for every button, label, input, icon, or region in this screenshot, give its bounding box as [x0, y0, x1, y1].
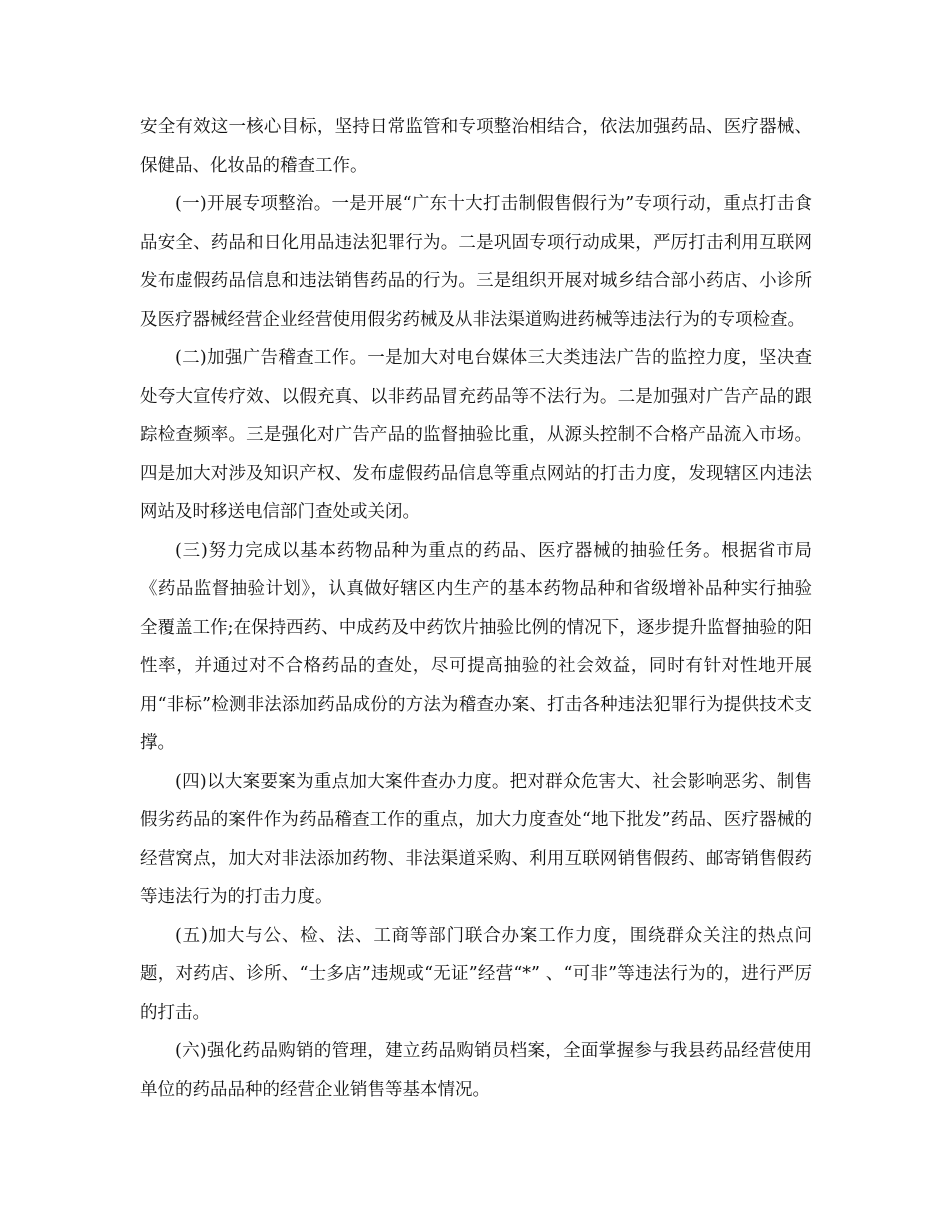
- document-body: [140, 108, 812, 1109]
- paragraph-advertising-inspection: (二)加强广告稽查工作。一是加大对电台媒体三大类违法广告的监控力度，坚决查处夸大宣传疗效、以假充真、以非药品冒充药品等不法行为。二是加强对广告产品的跟踪检查频率。三是强化对广告产品的监督抽验比重，从源头控制不合格产品流入市场。四是加大对涉及知识产权、发布虚假药品信息等重点网站的打击力度，发现辖区内违法网站及时移送电信部门查处或关闭。: [140, 348, 812, 522]
- paragraph-special-rectification: (一)开展专项整治。一是开展“广东十大打击制假售假行为”专项行动，重点打击食品安全、药品和日化用品违法犯罪行为。二是巩固专项行动成果，严厉打击利用互联网发布虚假药品信息和违法销售药品的行为。三是组织开展对城乡结合部小药店、小诊所及医疗器械经营企业经营使用假劣药械及从非法渠道购进药械等违法行为的专项检查。: [140, 194, 812, 330]
- paragraph-sales-management: (六)强化药品购销的管理，建立药品购销员档案，全面掌握参与我县药品经营使用单位的药品品种的经营企业销售等基本情况。: [140, 1041, 812, 1100]
- paragraph-major-cases: (四)以大案要案为重点加大案件查办力度。把对群众危害大、社会影响恶劣、制售假劣药品的案件作为药品稽查工作的重点，加大力度查处“地下批发”药品、医疗器械的经营窝点，加大对非法添加药物、非法渠道采购、利用互联网销售假药、邮寄销售假药等违法行为的打击力度。: [140, 771, 812, 907]
- paragraph-continuation: 安全有效这一核心目标，坚持日常监管和专项整治相结合，依法加强药品、医疗器械、保健品、化妆品的稽查工作。: [140, 117, 812, 176]
- paragraph-joint-enforcement: (五)加大与公、检、法、工商等部门联合办案工作力度，围绕群众关注的热点问题，对药店、诊所、“士多店”违规或“无证”经营“*” 、“可非”等违法行为的，进行严厉的打击。: [140, 925, 812, 1023]
- paragraph-sampling-tasks: (三)努力完成以基本药物品种为重点的药品、医疗器械的抽验任务。根据省市局《药品监督抽验计划》，认真做好辖区内生产的基本药物品种和省级增补品种实行抽验全覆盖工作;在保持西药、中成药及中药饮片抽验比例的情况下，逐步提升监督抽验的阳性率，并通过对不合格药品的查处，尽可提高抽验的社会效益，同时有针对性地开展用“非标”检测非法添加药品成份的方法为稽查办案、打击各种违法犯罪行为提供技术支撑。: [140, 540, 812, 753]
